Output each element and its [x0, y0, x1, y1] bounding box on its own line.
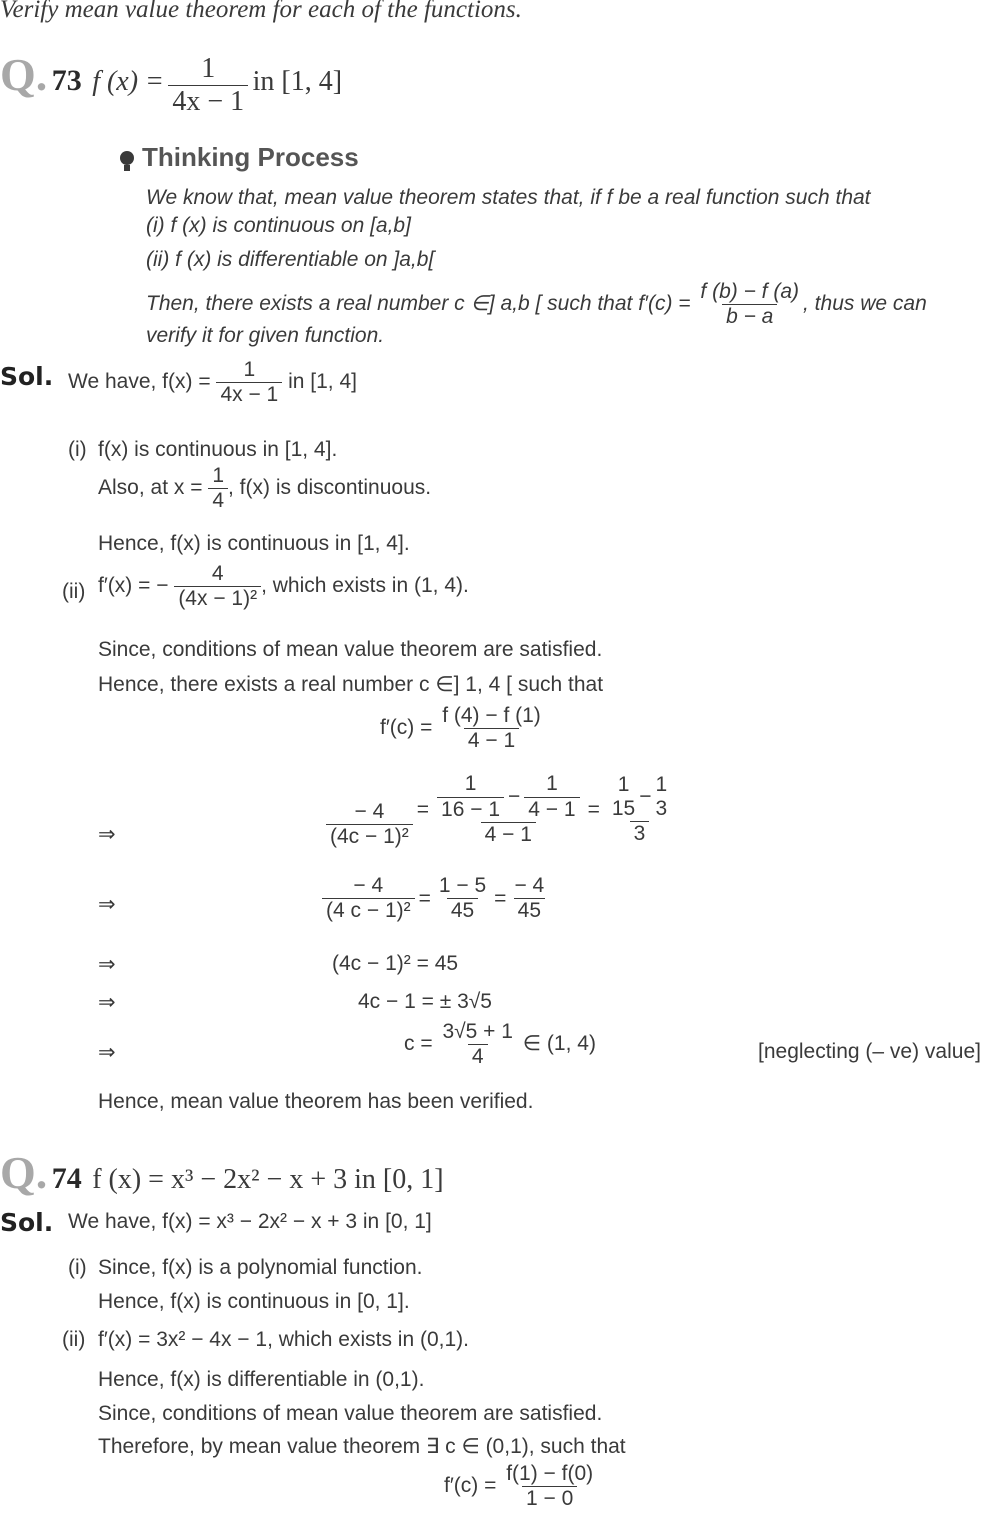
equals-sign: = [416, 797, 430, 821]
question-fraction [168, 53, 248, 118]
c-denominator: 4 [468, 1044, 488, 1069]
derivative-lhs: f′(x) = − [98, 574, 169, 598]
question-73 [0, 48, 342, 118]
fc-fraction [438, 704, 545, 753]
c-numerator: 3√5 + 1 [442, 1020, 513, 1043]
fc-lhs: f′(c) = [380, 716, 433, 740]
also-fraction [208, 464, 228, 513]
thinking-line-1: We know that, mean value theorem states that, if f be a real function such that [146, 186, 871, 209]
solution-label: Sol. [0, 362, 54, 391]
also-tail: , f(x) is discontinuous. [228, 476, 432, 500]
neglecting-note: [neglecting (– ve) value] [758, 1040, 981, 1063]
step-i-label: (i) [68, 438, 87, 461]
derivative-line [98, 562, 469, 611]
arrow-5: ⇒ [98, 1041, 116, 1064]
have-denominator: 4x − 1 [216, 382, 282, 407]
derivative-denominator: (4x − 1)² [174, 586, 261, 611]
fraction-denominator: 4x − 1 [168, 85, 248, 118]
sol74-i-text: Since, f(x) is a polynomial function. [98, 1256, 423, 1279]
fc-denominator: 4 − 1 [464, 728, 519, 753]
step2-lhs-fraction [322, 874, 415, 923]
arrow-1: ⇒ [98, 823, 116, 846]
step2-mid-num: 1 − 5 [438, 874, 487, 897]
thinking-line-2: (i) f (x) is continuous on [a,b] [146, 214, 411, 237]
sol74-fc-fraction [502, 1462, 597, 1511]
d-c: 15 [611, 797, 636, 821]
sol74-therefore: Therefore, by mean value theorem ∃ c ∈ (0,1), such that [98, 1435, 626, 1458]
have-fraction [216, 358, 282, 407]
equals-sign-2: = [587, 797, 600, 821]
arrow-4: ⇒ [98, 991, 116, 1014]
thinking-mvt-fraction [696, 280, 803, 329]
step2-mid-den: 45 [447, 898, 478, 923]
step2-rhs-num: − 4 [514, 874, 545, 897]
sol74-i-text2: Hence, f(x) is continuous in [0, 1]. [98, 1290, 410, 1313]
sol74-ii-label: (ii) [62, 1328, 86, 1351]
step-2-equation [322, 874, 548, 923]
also-denominator: 4 [208, 488, 228, 513]
question-number-74: 74 [51, 1162, 82, 1195]
thinking-process-title [120, 142, 359, 173]
sol74-fc-equation [444, 1462, 597, 1511]
frac-1-over-15 [608, 773, 639, 821]
step2-lhs-den: (4 c − 1)² [322, 898, 415, 923]
solution-label-74: Sol. [0, 1208, 54, 1237]
thinking-line-4-text: Then, there exists a real number c ∈] a,b [ such that f′(c) = [146, 292, 691, 316]
derivative-numerator: 4 [211, 562, 224, 585]
step-5-equation [404, 1020, 596, 1069]
sol73-have [68, 358, 357, 407]
d-d: 3 [655, 797, 668, 821]
arrow-3: ⇒ [98, 953, 116, 976]
minus-sign: − [508, 784, 521, 808]
fraction-numerator: 1 [201, 53, 216, 85]
step1-lhs-den: (4c − 1)² [326, 824, 413, 849]
exists-c: Hence, there exists a real number c ∈] 1, 4 [ such that [98, 673, 604, 696]
thinking-line-4 [146, 280, 927, 329]
step-3-equation: (4c − 1)² = 45 [332, 952, 459, 975]
sol74-i-label: (i) [68, 1256, 87, 1279]
c-fraction [438, 1020, 517, 1069]
fc-equation [380, 704, 545, 753]
step1-compound-den: 4 − 1 [481, 822, 536, 847]
question-lhs: f (x) = [92, 66, 164, 97]
sol74-since: Since, conditions of mean value theorem are satisfied. [98, 1402, 603, 1425]
question-interval: in [1, 4] [252, 66, 343, 97]
step-ii-label: (ii) [62, 580, 86, 603]
instruction-header: Verify mean value theorem for each of the functions. [0, 0, 522, 23]
mvt-numerator: f (b) − f (a) [700, 280, 800, 303]
frac-1-over-16 [437, 772, 504, 821]
have-numerator: 1 [243, 358, 256, 381]
fc-numerator: f (4) − f (1) [442, 704, 541, 727]
question-mark-label: Q. [0, 49, 48, 100]
since-conditions: Since, conditions of mean value theorem are satisfied. [98, 638, 603, 661]
also-numerator: 1 [212, 464, 224, 487]
n-b: 1 [546, 772, 558, 796]
step-4-equation: 4c − 1 = ± 3√5 [358, 990, 492, 1013]
thinking-line-4-tail: , thus we can [803, 292, 927, 316]
also-text: Also, at x = [98, 476, 203, 500]
question-74 [0, 1146, 444, 1199]
step2-lhs-num: − 4 [353, 874, 384, 897]
hence-continuous: Hence, f(x) is continuous in [1, 4]. [98, 532, 410, 555]
derivative-fraction [174, 562, 261, 611]
step1-compound-fraction [433, 772, 584, 846]
minus-sign-2: − [639, 784, 652, 808]
sol74-fc-numerator: f(1) − f(0) [506, 1462, 594, 1485]
have-interval: in [1, 4] [288, 370, 357, 394]
n-c: 1 [617, 772, 630, 796]
c-lhs: c = [404, 1032, 433, 1056]
step-1-equation [326, 770, 675, 849]
lightbulb-icon [120, 151, 134, 173]
d-a: 16 − 1 [437, 797, 504, 822]
also-line [98, 464, 431, 513]
thinking-line-3: (ii) f (x) is differentiable on ]a,b[ [146, 248, 435, 271]
question-number: 73 [51, 64, 82, 97]
equals-sign-3: = [418, 886, 431, 910]
step1-lhs-num: − 4 [354, 800, 385, 823]
thinking-line-5: verify it for given function. [146, 324, 385, 347]
step1-compound-den-2: 3 [630, 821, 650, 846]
mvt-verified: Hence, mean value theorem has been verified. [98, 1090, 534, 1113]
step1-lhs-fraction [326, 800, 413, 849]
thinking-title-text: Thinking Process [142, 142, 359, 172]
arrow-2: ⇒ [98, 893, 116, 916]
step2-mid-fraction [435, 874, 490, 923]
sol74-hence: Hence, f(x) is differentiable in (0,1). [98, 1368, 425, 1391]
question-mark-label-74: Q. [0, 1147, 48, 1198]
step2-rhs-den: 45 [514, 898, 545, 923]
question-74-text: f (x) = x³ − 2x² − x + 3 in [0, 1] [92, 1164, 444, 1195]
have-text: We have, f(x) = [68, 370, 211, 394]
sol74-have: We have, f(x) = x³ − 2x² − x + 3 in [0, 1] [68, 1210, 432, 1233]
step1-compound-num [433, 772, 584, 821]
derivative-tail: , which exists in (1, 4). [261, 574, 469, 598]
d-b: 4 − 1 [524, 797, 579, 822]
step1-compound-fraction-2 [604, 773, 675, 846]
equals-sign-4: = [494, 886, 507, 910]
n-d: 1 [655, 772, 668, 796]
c-tail: ∈ (1, 4) [522, 1032, 596, 1056]
step2-rhs-fraction [510, 874, 548, 923]
step1-compound-num-2 [604, 773, 675, 821]
n-a: 1 [464, 772, 477, 796]
mvt-denominator: b − a [722, 304, 777, 329]
sol74-fc-denominator: 1 − 0 [522, 1486, 577, 1511]
frac-1-over-4 [524, 772, 579, 821]
frac-1-over-3 [651, 773, 671, 821]
sol74-ii-text: f′(x) = 3x² − 4x − 1, which exists in (0,1). [98, 1328, 469, 1351]
step-i-text: f(x) is continuous in [1, 4]. [98, 438, 338, 461]
sol74-fc-lhs: f′(c) = [444, 1474, 497, 1498]
